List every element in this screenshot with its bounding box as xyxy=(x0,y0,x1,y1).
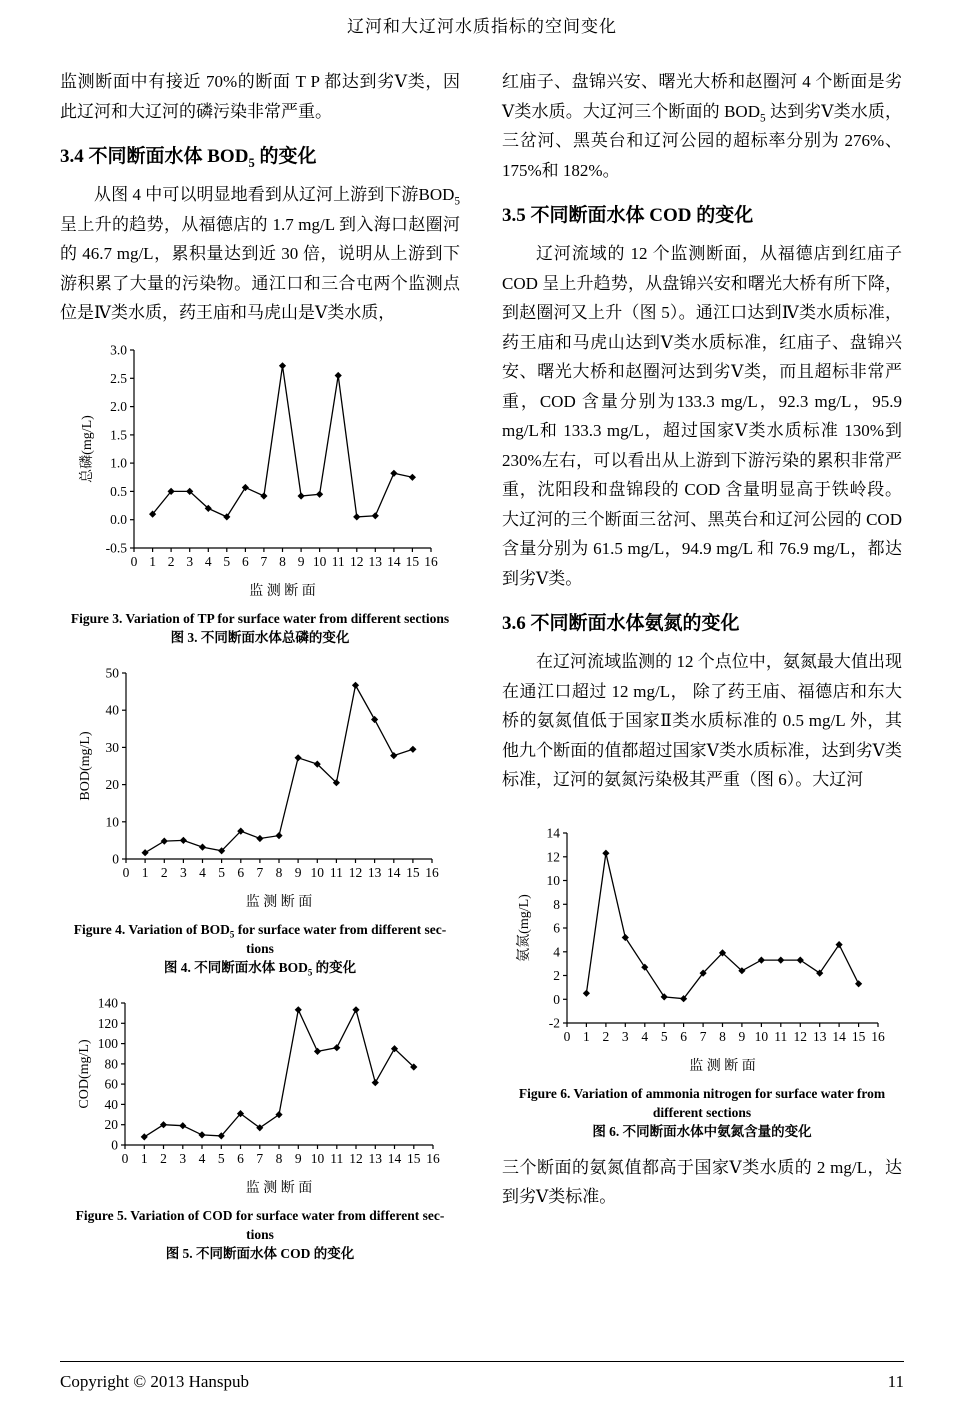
svg-text:40: 40 xyxy=(104,1096,118,1112)
svg-text:9: 9 xyxy=(738,1028,745,1044)
cod-line-chart xyxy=(75,989,445,1201)
svg-text:8: 8 xyxy=(275,864,283,880)
svg-text:5: 5 xyxy=(218,864,225,880)
svg-text:0: 0 xyxy=(563,1028,570,1044)
paragraph-ammonia-analysis: 在辽河流域监测的 12 个点位中，氨氮最大值出现在通江口超过 12 mg/L， 除了药王庙、福德店和东大桥的氨氮值低于国家Ⅱ类水质标准的 0.5 mg/L 外，其他九个断面的值都超过国家Ⅴ类水质标准，达到劣Ⅴ类标准，辽河的氨氮污染极其严重（图 6）。大辽河 xyxy=(502,652,902,789)
svg-text:10: 10 xyxy=(546,872,560,888)
section-heading-3-5: 3.5 不同断面水体 COD 的变化 xyxy=(502,205,754,226)
page-number: 11 xyxy=(887,1372,904,1391)
svg-text:0: 0 xyxy=(121,1150,129,1166)
svg-text:6: 6 xyxy=(241,553,249,569)
svg-text:0: 0 xyxy=(130,553,137,569)
svg-text:15: 15 xyxy=(851,1028,865,1044)
svg-text:0: 0 xyxy=(552,991,560,1007)
svg-text:-2: -2 xyxy=(548,1015,560,1030)
svg-text:1: 1 xyxy=(140,1150,148,1166)
svg-text:4: 4 xyxy=(640,1028,648,1044)
svg-text:10: 10 xyxy=(754,1028,768,1044)
figure-3-caption-zh: 图 3. 不同断面水体总磷的变化 xyxy=(170,629,350,645)
right-column xyxy=(502,67,902,1275)
svg-text:总磷(mg/L): 总磷(mg/L) xyxy=(79,414,95,483)
svg-text:10: 10 xyxy=(310,864,325,880)
svg-text:10: 10 xyxy=(105,813,119,829)
svg-text:20: 20 xyxy=(104,1116,118,1132)
svg-text:2: 2 xyxy=(167,553,174,569)
paragraph-bod-exceedance: 红庙子、盘锦兴安、曙光大桥和赵圈河 4 个断面是劣Ⅴ类水质。大辽河三个断面的 $BOD_5$ 达到劣Ⅴ类水质，三岔河、黑英台和辽河公园的超标率分别为 276%、175%和 182%。 xyxy=(502,72,903,180)
svg-text:COD(mg/L): COD(mg/L) xyxy=(77,1038,92,1109)
svg-text:监 测 断 面: 监 测 断 面 xyxy=(245,894,313,910)
svg-text:12: 12 xyxy=(349,553,364,569)
svg-text:2: 2 xyxy=(602,1028,609,1044)
running-head-title: 辽河和大辽河水质指标的空间变化 xyxy=(347,17,617,36)
left-column xyxy=(60,67,460,1275)
svg-text:1.0: 1.0 xyxy=(109,455,127,471)
svg-text:120: 120 xyxy=(97,1015,118,1031)
svg-text:7: 7 xyxy=(260,553,267,569)
svg-text:13: 13 xyxy=(812,1028,826,1044)
svg-text:14: 14 xyxy=(831,1028,846,1044)
page-footer xyxy=(60,1361,904,1392)
figure-5-caption-zh: 图 5. 不同断面水体 COD 的变化 xyxy=(165,1245,355,1261)
svg-text:BOD(mg/L): BOD(mg/L) xyxy=(78,730,93,801)
svg-text:监 测 断 面: 监 测 断 面 xyxy=(688,1058,756,1074)
svg-text:30: 30 xyxy=(105,739,119,755)
paragraph-cod-analysis: 辽河流域的 12 个监测断面，从福德店到红庙子COD 呈上升趋势，从盘锦兴安和曙光大桥有所下降，到赵圈河又上升（图 5）。通江口达到Ⅳ类水质标准，药王庙和马虎山达到Ⅴ类水质标准，红庙子、盘锦兴安、曙光大桥和赵圈河达到劣Ⅴ类，而且超标非常严重，COD 含量分别为133.3 mg/L，92.3 mg/L，95.9 mg/L和 133.3 mg/L，超过国家Ⅴ类水质标准 130%到 230%左右，可以看出从上游到下游污染的累积非常严重，沈阳段和盘锦段的 COD 含量明显高于铁岭段。大辽河的三个断面三岔河、黑英台和辽河公园的 COD 含量分别为 61.5 mg/L，94.9 mg/L 和 76.9 mg/L，都达到劣Ⅴ类。 xyxy=(502,244,902,588)
figure-6 xyxy=(502,819,902,1141)
svg-text:15: 15 xyxy=(405,553,419,569)
svg-text:监 测 断 面: 监 测 断 面 xyxy=(248,583,316,599)
svg-text:13: 13 xyxy=(367,864,382,880)
svg-text:5: 5 xyxy=(660,1028,668,1044)
svg-text:5: 5 xyxy=(217,1150,225,1166)
paragraph-tp-conclusion: 监测断面中有接近 70%的断面 T P 都达到劣Ⅴ类，因此辽河和大辽河的磷污染非常严重。 xyxy=(60,72,460,121)
svg-text:0: 0 xyxy=(122,864,130,880)
svg-text:1: 1 xyxy=(582,1028,590,1044)
svg-text:0: 0 xyxy=(111,1137,118,1152)
svg-text:14: 14 xyxy=(546,825,560,840)
figure-6-caption-zh: 图 6. 不同断面水体中氨氮含量的变化 xyxy=(592,1123,812,1139)
svg-text:3: 3 xyxy=(185,553,193,569)
svg-text:3: 3 xyxy=(180,864,187,880)
svg-text:6: 6 xyxy=(679,1028,687,1044)
svg-text:6: 6 xyxy=(552,920,560,935)
svg-text:12: 12 xyxy=(793,1028,807,1044)
svg-text:2: 2 xyxy=(552,967,560,983)
svg-text:100: 100 xyxy=(97,1035,118,1051)
svg-text:监 测 断 面: 监 测 断 面 xyxy=(245,1180,313,1196)
ammonia-line-chart xyxy=(515,819,890,1079)
svg-text:6: 6 xyxy=(237,1150,244,1166)
svg-text:3.0: 3.0 xyxy=(109,342,127,357)
svg-text:5: 5 xyxy=(222,553,230,569)
svg-text:20: 20 xyxy=(105,776,119,792)
svg-text:12: 12 xyxy=(546,848,560,864)
svg-text:10: 10 xyxy=(310,1150,325,1166)
svg-text:-0.5: -0.5 xyxy=(105,540,127,555)
svg-text:9: 9 xyxy=(294,1150,302,1166)
section-heading-3-6: 3.6 不同断面水体氨氮的变化 xyxy=(502,613,740,634)
figure-4-caption-en: Figure 4. Variation of $BOD_5$ for surface water from different sec- tions xyxy=(73,921,447,956)
svg-text:14: 14 xyxy=(387,1150,402,1166)
svg-text:16: 16 xyxy=(426,1150,440,1166)
svg-text:16: 16 xyxy=(423,553,438,569)
copyright-text: Copyright © 2013 Hanspub xyxy=(60,1372,250,1391)
svg-text:8: 8 xyxy=(552,896,560,912)
svg-text:7: 7 xyxy=(699,1028,706,1044)
svg-text:8: 8 xyxy=(718,1028,726,1044)
svg-text:0.5: 0.5 xyxy=(109,483,127,499)
svg-text:16: 16 xyxy=(425,864,439,880)
svg-text:7: 7 xyxy=(256,864,264,880)
svg-text:40: 40 xyxy=(105,702,119,718)
tp-line-chart xyxy=(78,336,443,604)
svg-text:2.0: 2.0 xyxy=(109,398,127,414)
svg-text:氨氮(mg/L): 氨氮(mg/L) xyxy=(516,893,532,962)
figure-3-caption-en: Figure 3. Variation of TP for surface water from different sections xyxy=(70,610,450,626)
svg-text:7: 7 xyxy=(256,1150,264,1166)
svg-text:11: 11 xyxy=(329,864,343,880)
svg-text:13: 13 xyxy=(368,1150,383,1166)
svg-text:4: 4 xyxy=(198,1150,206,1166)
svg-text:15: 15 xyxy=(406,864,420,880)
svg-text:1: 1 xyxy=(141,864,149,880)
svg-text:4: 4 xyxy=(199,864,206,880)
svg-text:1: 1 xyxy=(148,553,156,569)
svg-text:60: 60 xyxy=(104,1076,118,1092)
paragraph-ammonia-conclusion: 三个断面的氨氮值都高于国家Ⅴ类水质的 2 mg/L，达到劣Ⅴ类标准。 xyxy=(502,1157,902,1206)
svg-text:10: 10 xyxy=(312,553,326,569)
figure-3 xyxy=(60,336,460,647)
svg-text:6: 6 xyxy=(237,864,245,880)
svg-text:4: 4 xyxy=(204,553,212,569)
paragraph-bod-analysis: 从图 4 中可以明显地看到从辽河上游到下游$BOD_5$ 呈上升的趋势，从福德店的 1.7 mg/L 到入海口赵圈河的 46.7 mg/L，累积量达到近 30 倍，说明从上游到下游积累了大量的污染物。通江口和三合屯两个监测点位是Ⅳ类水质，药王庙和马虎山是Ⅴ类水质， xyxy=(60,185,460,322)
svg-text:2: 2 xyxy=(160,1150,167,1166)
svg-text:3: 3 xyxy=(621,1028,629,1044)
svg-text:4: 4 xyxy=(552,943,560,959)
svg-text:11: 11 xyxy=(773,1028,787,1044)
figure-4-caption-zh: 图 4. 不同断面水体 $BOD_5$ 的变化 xyxy=(163,959,357,978)
figure-5 xyxy=(60,989,460,1263)
svg-text:14: 14 xyxy=(387,864,401,880)
svg-text:16: 16 xyxy=(870,1028,885,1044)
svg-text:9: 9 xyxy=(297,553,304,569)
svg-text:9: 9 xyxy=(294,864,302,880)
svg-text:11: 11 xyxy=(330,1150,344,1166)
svg-text:14: 14 xyxy=(386,553,401,569)
svg-text:2: 2 xyxy=(160,864,168,880)
two-column-layout xyxy=(60,67,904,1275)
svg-text:0.0: 0.0 xyxy=(109,511,127,527)
svg-text:8: 8 xyxy=(275,1150,283,1166)
svg-text:2.5: 2.5 xyxy=(109,370,127,386)
svg-text:12: 12 xyxy=(348,864,363,880)
figure-5-caption-en: Figure 5. Variation of COD for surface water from different sec- tions xyxy=(75,1207,445,1242)
svg-text:15: 15 xyxy=(407,1150,421,1166)
figure-6-caption-en: Figure 6. Variation of ammonia nitrogen for surface water from different sections xyxy=(518,1085,886,1120)
bod-line-chart xyxy=(76,659,444,915)
svg-text:3: 3 xyxy=(179,1150,187,1166)
svg-text:80: 80 xyxy=(104,1055,118,1071)
svg-text:0: 0 xyxy=(112,851,119,866)
svg-text:12: 12 xyxy=(349,1150,363,1166)
svg-text:11: 11 xyxy=(331,553,345,569)
svg-text:8: 8 xyxy=(278,553,286,569)
svg-text:1.5: 1.5 xyxy=(109,426,127,442)
figure-4 xyxy=(60,659,460,977)
section-heading-3-4: 3.4 不同断面水体 $BOD_5$ 的变化 xyxy=(60,146,317,170)
svg-text:13: 13 xyxy=(368,553,382,569)
svg-text:140: 140 xyxy=(97,995,118,1010)
svg-text:50: 50 xyxy=(105,665,119,680)
